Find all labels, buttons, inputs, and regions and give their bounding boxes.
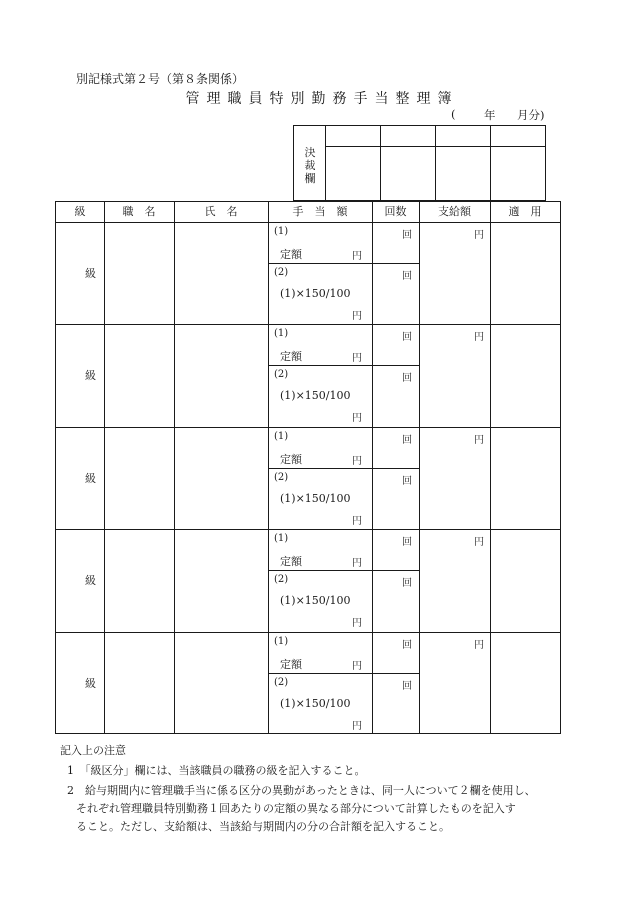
- count-unit: 回: [402, 271, 412, 282]
- approval-cell[interactable]: [491, 126, 545, 146]
- payment-yen-unit: 円: [474, 230, 484, 241]
- grade-label: 級: [85, 472, 96, 485]
- count-unit: 回: [402, 681, 412, 692]
- payment-cell[interactable]: [421, 445, 488, 525]
- header-name: 氏 名: [204, 205, 238, 218]
- yen-unit: 円: [352, 353, 362, 364]
- count-unit: 回: [402, 640, 412, 651]
- name-cell[interactable]: [176, 445, 266, 525]
- fixed-amount-label: 定額: [280, 350, 302, 363]
- header-position: 職 名: [122, 205, 156, 218]
- grade-label: 級: [85, 677, 96, 690]
- payment-cell[interactable]: [421, 342, 488, 422]
- yen-unit: 円: [352, 661, 362, 672]
- approval-stamp-cell[interactable]: [326, 147, 380, 200]
- sub1-number: (1): [274, 431, 289, 442]
- sub1-number: (1): [274, 226, 289, 237]
- count-unit: 回: [402, 537, 412, 548]
- period-open-paren: (: [451, 107, 456, 121]
- fixed-amount-label: 定額: [280, 248, 302, 261]
- name-cell[interactable]: [176, 240, 266, 320]
- approval-label-line: 決: [304, 146, 316, 159]
- note-item: 1 「級区分」欄には、当該職員の職務の級を記入すること。: [67, 764, 366, 777]
- approval-cell[interactable]: [381, 126, 435, 146]
- sub2-number: (2): [274, 574, 289, 585]
- count-unit: 回: [402, 578, 412, 589]
- position-cell[interactable]: [106, 445, 172, 525]
- name-cell[interactable]: [176, 547, 266, 627]
- sub2-number: (2): [274, 472, 289, 483]
- rate-formula: (1)×150/100: [280, 594, 351, 607]
- count-unit: 回: [402, 476, 412, 487]
- fixed-amount-label: 定額: [280, 658, 302, 671]
- approval-stamp-cell[interactable]: [436, 147, 490, 200]
- allowance-table: [55, 201, 561, 734]
- form-label: 別記様式第２号（第８条関係）: [76, 72, 245, 86]
- payment-cell[interactable]: [421, 240, 488, 320]
- rate-formula: (1)×150/100: [280, 389, 351, 402]
- position-cell[interactable]: [106, 240, 172, 320]
- yen-unit: 円: [352, 456, 362, 467]
- header-remarks: 適 用: [508, 205, 542, 218]
- header-allowance: 手 当 額: [292, 205, 348, 218]
- period-year-label: 年: [484, 108, 496, 122]
- approval-grid: [293, 125, 546, 201]
- remarks-cell[interactable]: [492, 445, 558, 525]
- sub2-number: (2): [274, 267, 289, 278]
- sub2-number: (2): [274, 369, 289, 380]
- rate-formula: (1)×150/100: [280, 287, 351, 300]
- name-cell[interactable]: [176, 342, 266, 422]
- count-unit: 回: [402, 435, 412, 446]
- count-unit: 回: [402, 332, 412, 343]
- payment-yen-unit: 円: [474, 537, 484, 548]
- position-cell[interactable]: [106, 547, 172, 627]
- rate-formula: (1)×150/100: [280, 492, 351, 505]
- approval-label: [294, 146, 326, 185]
- header-grade: 級: [74, 205, 86, 218]
- notes-title: 記入上の注意: [60, 744, 126, 757]
- fixed-amount-label: 定額: [280, 555, 302, 568]
- note-item: ること。ただし、支給額は、当該給与期間内の分の合計額を記入すること。: [76, 820, 450, 833]
- period-field: [451, 107, 551, 121]
- grade-label: 級: [85, 369, 96, 382]
- payment-cell[interactable]: [421, 547, 488, 627]
- sub1-number: (1): [274, 533, 289, 544]
- payment-yen-unit: 円: [474, 435, 484, 446]
- approval-stamp-cell[interactable]: [491, 147, 545, 200]
- count-unit: 回: [402, 230, 412, 241]
- yen-unit: 円: [352, 558, 362, 569]
- approval-label-line: 裁: [304, 159, 316, 172]
- note-item: 2 給与期間内に管理職手当に係る区分の異動があったときは、同一人について２欄を使用し、: [67, 784, 536, 797]
- document-title: 管理職員特別勤務手当整理簿: [185, 91, 459, 107]
- yen-unit: 円: [352, 251, 362, 262]
- remarks-cell[interactable]: [492, 650, 558, 730]
- payment-yen-unit: 円: [474, 640, 484, 651]
- period-month-label: 月分): [517, 108, 545, 122]
- yen-unit: 円: [352, 413, 362, 424]
- payment-cell[interactable]: [421, 650, 488, 730]
- fixed-amount-label: 定額: [280, 453, 302, 466]
- sub2-number: (2): [274, 677, 289, 688]
- name-cell[interactable]: [176, 650, 266, 730]
- sub1-number: (1): [274, 636, 289, 647]
- remarks-cell[interactable]: [492, 547, 558, 627]
- approval-label-line: 欄: [304, 172, 316, 185]
- header-payment: 支給額: [438, 205, 471, 218]
- header-count: 回数: [384, 205, 407, 218]
- remarks-cell[interactable]: [492, 240, 558, 320]
- yen-unit: 円: [352, 311, 362, 322]
- remarks-cell[interactable]: [492, 342, 558, 422]
- position-cell[interactable]: [106, 342, 172, 422]
- approval-cell[interactable]: [436, 126, 490, 146]
- yen-unit: 円: [352, 721, 362, 732]
- note-item: それぞれ管理職員特別勤務１回あたりの定額の異なる部分について計算したものを記入す: [76, 802, 516, 815]
- rate-formula: (1)×150/100: [280, 697, 351, 710]
- yen-unit: 円: [352, 516, 362, 527]
- payment-yen-unit: 円: [474, 332, 484, 343]
- position-cell[interactable]: [106, 650, 172, 730]
- approval-cell[interactable]: [326, 126, 380, 146]
- count-unit: 回: [402, 373, 412, 384]
- grade-label: 級: [85, 574, 96, 587]
- yen-unit: 円: [352, 618, 362, 629]
- approval-stamp-cell[interactable]: [381, 147, 435, 200]
- sub1-number: (1): [274, 328, 289, 339]
- grade-label: 級: [85, 267, 96, 280]
